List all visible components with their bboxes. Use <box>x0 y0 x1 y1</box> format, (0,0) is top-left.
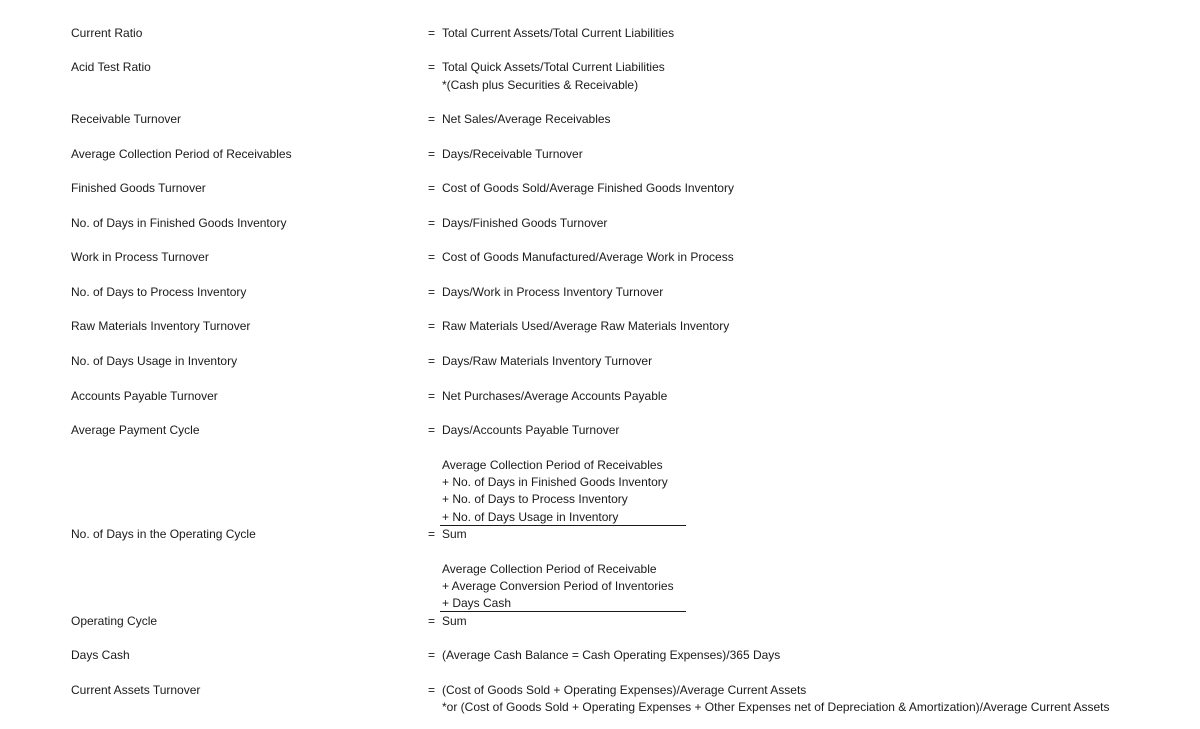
ratio-label-acid-test: Acid Test Ratio <box>71 60 151 74</box>
operating-cycle-addend: + Days Cash <box>442 596 512 610</box>
ratio-formula-days-cash: (Average Cash Balance = Cash Operating Expenses)/365 Days <box>442 648 781 662</box>
equals-sign: = <box>428 614 436 628</box>
equals-sign: = <box>428 354 436 368</box>
equals-sign: = <box>428 26 436 40</box>
operating-cycle-days-addend: + No. of Days to Process Inventory <box>442 492 628 506</box>
ratio-formula-days-to-process: Days/Work in Process Inventory Turnover <box>442 285 664 299</box>
ratio-label-current-ratio: Current Ratio <box>71 26 143 40</box>
ratio-label-avg-collection-period: Average Collection Period of Receivables <box>71 147 292 161</box>
ratio-formula-current-assets-turnover: (Cost of Goods Sold + Operating Expenses)/Average Current Assets <box>442 683 807 697</box>
ratio-formula-raw-materials-turnover: Raw Materials Used/Average Raw Materials Inventory <box>442 319 730 333</box>
ratio-label-days-finished-goods: No. of Days in Finished Goods Inventory <box>71 216 287 230</box>
ratio-label-raw-materials-turnover: Raw Materials Inventory Turnover <box>71 319 251 333</box>
ratio-label-days-cash: Days Cash <box>71 648 130 662</box>
ratio-label-current-assets-turnover: Current Assets Turnover <box>71 683 201 697</box>
equals-sign: = <box>428 389 436 403</box>
operating-cycle-days-addend: + No. of Days Usage in Inventory <box>442 510 619 524</box>
equals-sign: = <box>428 250 436 264</box>
ratio-label-days-to-process: No. of Days to Process Inventory <box>71 285 247 299</box>
operating-cycle-days-addend: + No. of Days in Finished Goods Inventory <box>442 475 668 489</box>
operating-cycle-days-addend: Average Collection Period of Receivables <box>442 458 663 472</box>
ratio-label-days-operating-cycle: No. of Days in the Operating Cycle <box>71 527 256 541</box>
operating-cycle-days-sum: Sum <box>442 527 467 541</box>
equals-sign: = <box>428 423 436 437</box>
ratio-label-finished-goods-turnover: Finished Goods Turnover <box>71 181 206 195</box>
ratio-label-accounts-payable-turnover: Accounts Payable Turnover <box>71 389 218 403</box>
equals-sign: = <box>428 112 436 126</box>
ratio-label-days-usage: No. of Days Usage in Inventory <box>71 354 238 368</box>
equals-sign: = <box>428 285 436 299</box>
ratio-formula-finished-goods-turnover: Cost of Goods Sold/Average Finished Goods Inventory <box>442 181 734 195</box>
operating-cycle-addend: + Average Conversion Period of Inventories <box>442 579 674 593</box>
equals-sign: = <box>428 181 436 195</box>
ratio-formula-days-usage: Days/Raw Materials Inventory Turnover <box>442 354 653 368</box>
ratio-label-receivable-turnover: Receivable Turnover <box>71 112 182 126</box>
ratio-formula-days-finished-goods: Days/Finished Goods Turnover <box>442 216 608 230</box>
ratio-formula-avg-collection-period: Days/Receivable Turnover <box>442 147 583 161</box>
ratio-note-acid-test: *(Cash plus Securities & Receivable) <box>442 78 639 92</box>
sum-rule-line <box>440 611 686 612</box>
ratio-formula-avg-payment-cycle: Days/Accounts Payable Turnover <box>442 423 620 437</box>
equals-sign: = <box>428 527 436 541</box>
ratio-formula-accounts-payable-turnover: Net Purchases/Average Accounts Payable <box>442 389 668 403</box>
equals-sign: = <box>428 147 436 161</box>
ratio-formula-wip-turnover: Cost of Goods Manufactured/Average Work in Process <box>442 250 734 264</box>
equals-sign: = <box>428 60 436 74</box>
ratio-label-wip-turnover: Work in Process Turnover <box>71 250 209 264</box>
equals-sign: = <box>428 216 436 230</box>
operating-cycle-sum: Sum <box>442 614 467 628</box>
equals-sign: = <box>428 319 436 333</box>
ratio-formula-acid-test: Total Quick Assets/Total Current Liabilities <box>442 60 665 74</box>
sum-rule-line <box>440 525 686 526</box>
ratio-label-operating-cycle: Operating Cycle <box>71 614 158 628</box>
ratio-note-current-assets-turnover: *or (Cost of Goods Sold + Operating Expenses + Other Expenses net of Depreciation & Amortization)/Average Current Assets <box>442 700 1110 714</box>
operating-cycle-addend: Average Collection Period of Receivable <box>442 562 657 576</box>
ratio-formula-current-ratio: Total Current Assets/Total Current Liabilities <box>442 26 675 40</box>
ratio-label-avg-payment-cycle: Average Payment Cycle <box>71 423 200 437</box>
equals-sign: = <box>428 648 436 662</box>
equals-sign: = <box>428 683 436 697</box>
ratio-formula-receivable-turnover: Net Sales/Average Receivables <box>442 112 611 126</box>
